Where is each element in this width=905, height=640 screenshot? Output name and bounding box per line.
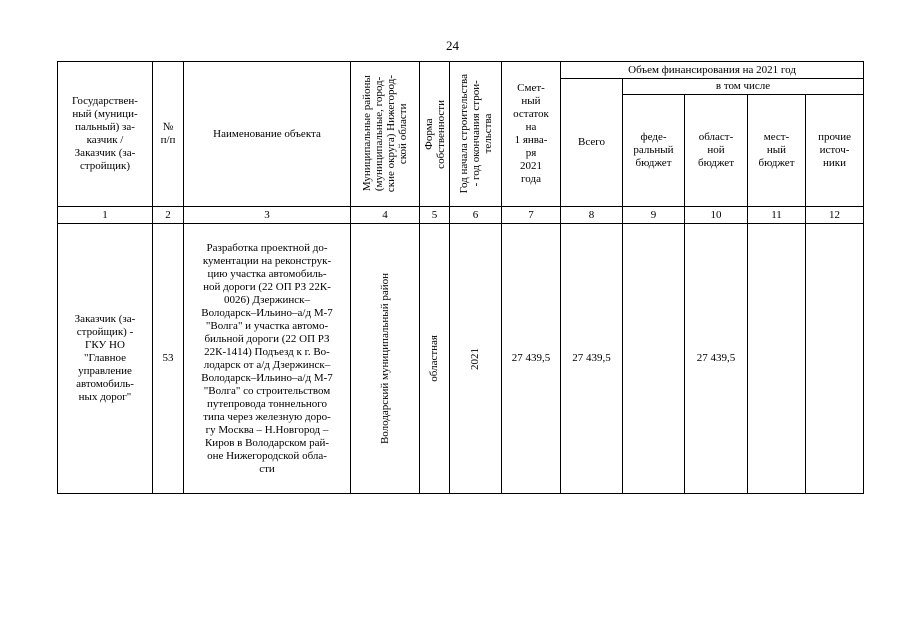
header-object-name: Наименование объекта [184,62,351,207]
column-number: 6 [450,207,502,224]
column-number: 9 [623,207,685,224]
column-number: 2 [153,207,184,224]
row-regional: 27 439,5 [685,224,748,494]
column-number: 11 [748,207,806,224]
row-ownership: областная [428,335,440,382]
row-number: 53 [153,224,184,494]
header-ownership-cell [420,62,450,207]
row-district: Володарский муниципальный район [378,272,391,445]
header-estimated-balance: Смет- ный остаток на 1 янва- ря 2021 года [502,62,561,207]
row-ownership-cell [420,224,450,494]
header-total: Всего [561,79,623,207]
header-years-cell [450,62,502,207]
row-year-cell [450,224,502,494]
row-district-cell [351,224,420,494]
table-row [58,224,864,494]
column-number: 12 [806,207,864,224]
page-number: 24 [446,38,459,53]
row-estimated-balance: 27 439,5 [502,224,561,494]
row-federal [623,224,685,494]
column-number: 1 [58,207,153,224]
header-federal: феде- ральный бюджет [623,95,685,207]
column-number: 7 [502,207,561,224]
column-numbers-row [58,207,864,224]
row-total: 27 439,5 [561,224,623,494]
row-year: 2021 [469,347,481,370]
column-number: 8 [561,207,623,224]
column-number: 3 [184,207,351,224]
header-districts: Муниципальные районы (муниципальные, город- ские округа) Нижегород- ской области [361,75,409,193]
header-customer: Государствен- ный (муници- пальный) за- казчик / Заказчик (за- стройщик) [58,62,153,207]
financing-table [57,61,864,494]
header-number: № п/п [153,62,184,207]
header-local: мест- ный бюджет [748,95,806,207]
column-number: 5 [420,207,450,224]
header-ownership: Форма собственности [422,99,447,169]
row-other [806,224,864,494]
header-including: в том числе [623,79,864,95]
column-number: 10 [685,207,748,224]
header-other: прочие источ- ники [806,95,864,207]
header-financing-volume: Объем финансирования на 2021 год [561,62,864,79]
header-regional: област- ной бюджет [685,95,748,207]
row-object-name: Разработка проектной до- кументации на реконструк- цию участка автомобиль- ной дороги (22 ОП РЗ 22К- 0026) Дзержинск– Володарск–Ильино–а/д М-7 "Волга" и участка автомо- бильной дороги (22 ОП РЗ 22К-1414) Подъезд к г. Во- лодарск от а/д Дзержинск– Володарск–Ильино–а/д М-7 "Волга" со строительством путепровода тоннельного типа через железную доро- гу Москва – Н.Новгород – Киров в Володарском рай- оне Нижегородской обла- сти [184,224,351,494]
header-years: Год начала строительства - год окончания строи- тельства [457,74,494,194]
column-number: 4 [351,207,420,224]
row-local [748,224,806,494]
header-districts-cell [351,62,420,207]
row-customer: Заказчик (за- стройщик) - ГКУ НО "Главное управление автомобиль- ных дорог" [58,224,153,494]
